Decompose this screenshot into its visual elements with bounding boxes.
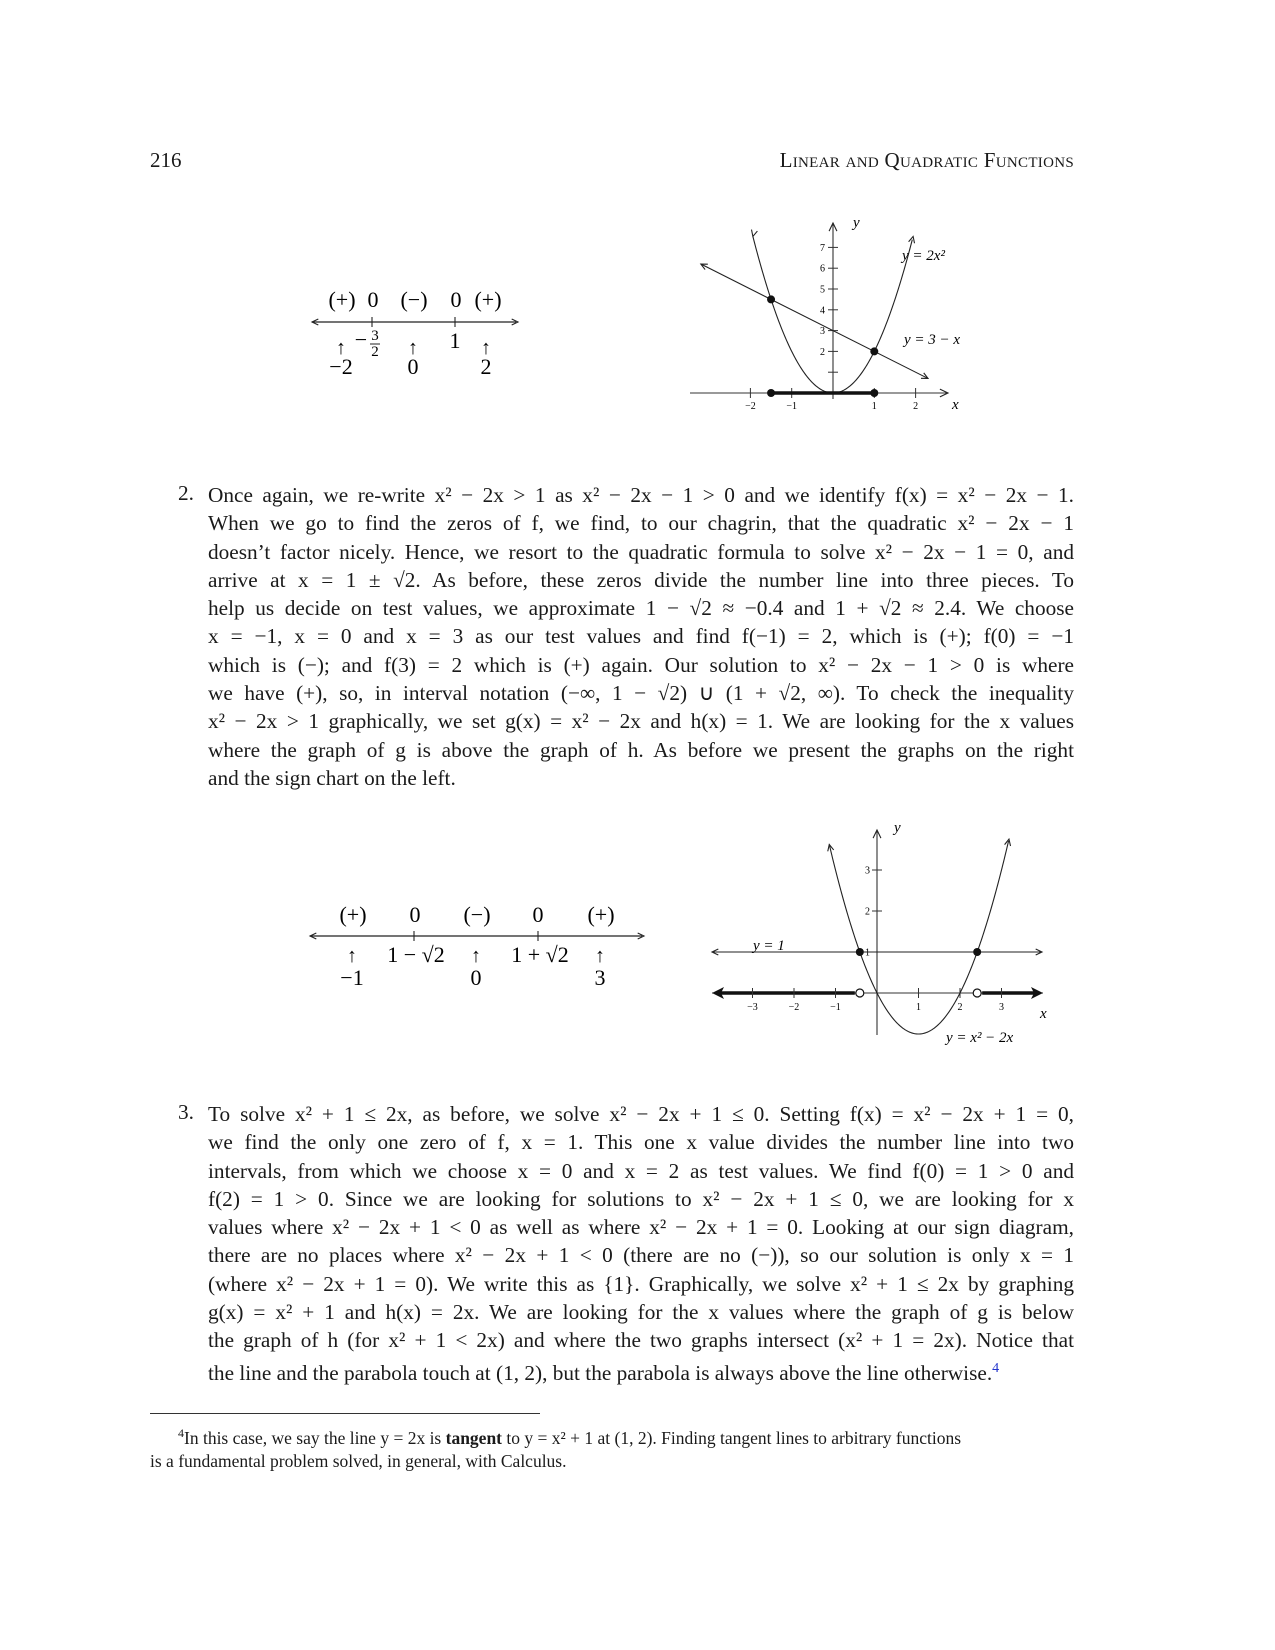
test-arrow-icon: ↑	[481, 337, 491, 359]
x-axis-label: x	[1040, 1006, 1047, 1022]
test-arrow-icon: ↑	[347, 945, 357, 967]
y-tick-label: 3	[865, 865, 870, 877]
x-tick-label: 2	[913, 401, 919, 412]
x-tick-label: −2	[788, 1002, 800, 1013]
x-tick-label: 3	[999, 1002, 1004, 1013]
zero-label: 1	[449, 328, 461, 353]
text-line: (where x² − 2x + 1 = 0). We write this as {1}. Graphically, we solve x² + 1 ≤ 2x by graphing	[208, 1271, 1074, 1296]
sign-label: (+)	[474, 287, 502, 312]
test-value: 0	[407, 354, 419, 379]
intersection-point	[870, 347, 878, 355]
open-endpoint	[856, 989, 864, 997]
intersection-point	[767, 295, 775, 303]
text-line: we have (+), so, in interval notation (−∞, 1 − √2) ∪ (1 + √2, ∞). To check the inequality	[208, 681, 1074, 706]
item-number-3: 3.	[178, 1100, 194, 1124]
x-tick-label: 1	[871, 401, 877, 412]
test-value: 3	[594, 965, 606, 990]
line-label: y = 3 − x	[904, 332, 961, 348]
zero-label: 1 − √2	[387, 942, 445, 967]
text-line: intervals, from which we choose x = 0 and x = 2 as test values. We find f(0) = 1 > 0 and	[208, 1158, 1074, 1183]
x-tick-label: 1	[916, 1002, 921, 1013]
text-line: Once again, we re-write x² − 2x > 1 as x² − 2x − 1 > 0 and we identify f(x) = x² − 2x − 1.	[208, 483, 1074, 507]
test-arrow-icon: ↑	[471, 945, 481, 967]
sign-label: 0	[367, 287, 379, 312]
test-value: 0	[470, 965, 482, 990]
test-arrow-icon: ↑	[408, 337, 418, 359]
curve-label: y = x² − 2x	[946, 1030, 1014, 1046]
item-number-2: 2.	[178, 481, 194, 505]
text-line: To solve x² + 1 ≤ 2x, as before, we solve x² − 2x + 1 ≤ 0. Setting f(x) = x² − 2x + 1 = 0,	[208, 1102, 1074, 1126]
text-line: When we go to find the zeros of f, we find, to our chagrin, that the quadratic x² − 2x − 1	[208, 511, 1074, 536]
graph-2	[700, 810, 1070, 1050]
y-axis-label: y	[894, 820, 901, 836]
intersection-point	[973, 948, 981, 956]
sign-label: (−)	[463, 902, 491, 927]
sign-label: 0	[409, 902, 421, 927]
sign-label: (+)	[587, 902, 615, 927]
y-tick-label: 2	[865, 906, 870, 918]
y-tick-label: 2	[820, 346, 825, 358]
y-tick-label: 5	[820, 284, 825, 296]
footnote	[150, 1422, 1074, 1473]
text-line: which is (−); and f(3) = 2 which is (+) again. Our solution to x² − 2x − 1 > 0 is where	[208, 652, 1074, 677]
curve-arrow-icon	[751, 230, 757, 237]
test-value: −2	[329, 354, 353, 379]
text-line: x² − 2x > 1 graphically, we set g(x) = x² − 2x and h(x) = 1. We are looking for the x values	[208, 709, 1074, 734]
x-tick-label: 2	[957, 1002, 963, 1013]
footnote-line1-b: to y = x² + 1 at (1, 2). Finding tangent lines to arbitrary functions	[502, 1427, 962, 1448]
sign-label: (+)	[339, 902, 367, 927]
footnote-bold-term: tangent	[445, 1427, 503, 1448]
text-line: f(2) = 1 > 0. Since we are looking for solutions to x² − 2x + 1 ≤ 0, we are looking for x	[208, 1186, 1074, 1211]
footnote-line2: is a fundamental problem solved, in general, with Calculus.	[150, 1450, 567, 1471]
sign-chart-2	[290, 880, 660, 995]
curve-label: y = 2x²	[902, 248, 945, 264]
zero-label-numerator: 3	[371, 328, 379, 344]
text-line: help us decide on test values, we approximate 1 − √2 ≈ −0.4 and 1 + √2 ≈ 2.4. We choose	[208, 596, 1074, 621]
y-tick-label: 1	[865, 947, 870, 959]
footnote-rule	[150, 1413, 540, 1414]
interval-endpoint-closed	[767, 389, 775, 397]
test-value: −1	[340, 965, 364, 990]
sign-chart-1	[290, 270, 540, 390]
text-line: the graph of h (for x² + 1 < 2x) and where the two graphs intersect (x² + 1 = 2x). Notice that	[208, 1328, 1074, 1353]
test-arrow-icon: ↑	[595, 945, 605, 967]
intersection-point	[856, 948, 864, 956]
sign-label: (−)	[400, 287, 428, 312]
zero-label: 1 + √2	[511, 942, 569, 967]
zero-label-fraction	[355, 327, 380, 360]
line-label: y = 1	[753, 938, 785, 954]
line-graph	[701, 264, 928, 378]
graph-1	[690, 205, 1000, 420]
sign-label: 0	[450, 287, 462, 312]
sign-label: (+)	[328, 287, 356, 312]
y-tick-label: 3	[820, 326, 825, 338]
text-line: g(x) = x² + 1 and h(x) = 2x. We are looking for the x values where the graph of g is below	[208, 1300, 1074, 1325]
zero-label-denominator: 2	[371, 344, 379, 360]
y-tick-label: 6	[820, 263, 825, 275]
y-tick-label: 7	[820, 242, 825, 254]
text-line: there are no places where x² − 2x + 1 < 0 (there are no (−)), so our solution is only x = 1	[208, 1243, 1074, 1268]
footnote-ref-link[interactable]: 4	[992, 1360, 1000, 1376]
x-tick-label: −1	[786, 401, 798, 412]
text-line: x = −1, x = 0 and x = 3 as our test values and find f(−1) = 2, which is (+); f(0) = −1	[208, 624, 1074, 649]
zero-label-text: −3/2	[369, 350, 371, 351]
open-endpoint	[973, 989, 981, 997]
footnote-mark: 4	[178, 1426, 184, 1440]
item-2-text	[208, 481, 1074, 792]
x-tick-label: −3	[747, 1002, 758, 1013]
y-axis-label: y	[853, 215, 860, 231]
text-line: and the sign chart on the left.	[208, 765, 456, 790]
item-3-text	[208, 1100, 1074, 1383]
test-arrow-icon: ↑	[336, 337, 346, 359]
text-line: we find the only one zero of f, x = 1. This one x value divides the number line into two	[208, 1130, 1074, 1155]
x-axis-label: x	[952, 397, 959, 413]
text-line: doesn’t factor nicely. Hence, we resort to the quadratic formula to solve x² − 2x − 1 = 0, and	[208, 539, 1074, 564]
y-tick-label: 4	[820, 305, 825, 317]
interval-endpoint-closed	[870, 389, 878, 397]
text-line: arrive at x = 1 ± √2. As before, these zeros divide the number line into three pieces. To	[208, 567, 1074, 592]
x-tick-label: −1	[830, 1002, 841, 1013]
page-number: 216	[150, 148, 182, 172]
text-line: the line and the parabola touch at (1, 2), but the parabola is always above the line otherwise.$^4$	[208, 1360, 1000, 1385]
test-value: 2	[480, 354, 492, 379]
sign-label: 0	[532, 902, 544, 927]
text-line: values where x² − 2x + 1 < 0 as well as where x² − 2x + 1 = 0. Looking at our sign diagram,	[208, 1215, 1074, 1240]
zero-label-sign: −	[354, 327, 368, 352]
x-tick-label: −2	[745, 401, 756, 412]
running-title: Linear and Quadratic Functions	[779, 148, 1074, 172]
text-line: where the graph of g is above the graph of h. As before we present the graphs on the right	[208, 737, 1074, 762]
footnote-line1-a: In this case, we say the line y = 2x is	[184, 1427, 446, 1448]
